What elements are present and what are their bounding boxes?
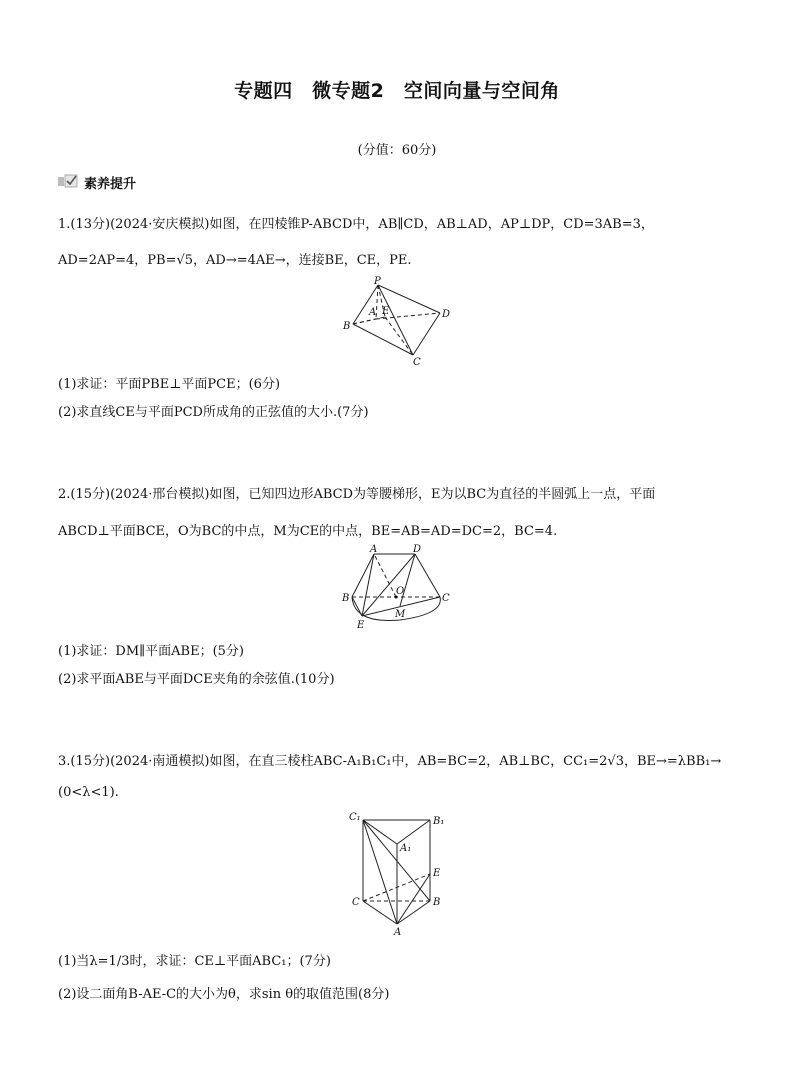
edge-de [362, 554, 415, 616]
problem-3-question-1: (1)当λ=1/3时，求证：CE⊥平面ABC₁；(7分) [58, 954, 331, 969]
label-b1: B₁ [433, 816, 445, 827]
label-e: E [382, 306, 390, 317]
problem-2-line-1: 2.(15分)(2024·邢台模拟)如图，已知四边形ABCD为等腰梯形，E为以BC为直径的半圆弧上一点，平面 [58, 487, 656, 502]
label-a: A [370, 544, 378, 555]
figure-prism [343, 808, 453, 942]
figure-pyramid [340, 275, 455, 371]
edge-ae [362, 554, 374, 616]
page-title: 专题四 微专题2 空间向量与空间角 [234, 80, 560, 102]
edge-ca [363, 901, 397, 924]
problem-1-line-1: 1.(13分)(2024·安庆模拟)如图，在四棱锥P-ABCD中，AB∥CD，AB⊥AD，AP⊥DP，CD=3AB=3， [58, 217, 654, 232]
edge-cd [413, 313, 440, 355]
problem-1-question-2: (2)求直线CE与平面PCD所成角的正弦值的大小.(7分) [58, 405, 369, 420]
problem-3-question-2: (2)设二面角B-AE-C的大小为θ，求sin θ的取值范围(8分) [58, 987, 390, 1002]
problem-3-line-1: 3.(15分)(2024·南通模拟)如图，在直三棱柱ABC-A₁B₁C₁中，AB=BC=2，AB⊥BC，CC₁=2√3，BE→=λBB₁→ [58, 754, 722, 769]
edge-oa [374, 554, 396, 597]
score-info: (分值：60分) [357, 143, 437, 158]
edge-b1a1 [397, 820, 430, 844]
edge-pb [353, 285, 378, 324]
label-p: P [374, 276, 381, 287]
edge-c1a [363, 820, 397, 924]
figure-trapezoid [340, 544, 455, 636]
label-a1: A₁ [400, 843, 412, 854]
problem-2-question-2: (2)求平面ABE与平面DCE夹角的余弦值.(10分) [58, 672, 335, 687]
problem-2-question-1: (1)求证：DM∥平面ABE；(5分) [58, 644, 244, 659]
section-label: 素养提升 [84, 177, 137, 192]
label-a: A [394, 927, 402, 938]
problem-3-line-2: (0<λ<1). [58, 785, 119, 800]
label-d: D [442, 309, 451, 320]
edge-ec [385, 317, 413, 355]
label-c: C [442, 593, 450, 604]
problem-1-question-1: (1)求证：平面PBE⊥平面PCE；(6分) [58, 377, 281, 392]
edge-pc [378, 285, 413, 355]
label-d: D [413, 544, 422, 555]
section-header [58, 173, 136, 192]
edge-dc [415, 554, 440, 597]
label-o: O [396, 586, 405, 597]
problem-2-line-2: ABCD⊥平面BCE，O为BC的中点，M为CE的中点，BE=AB=AD=DC=2，BC=4. [58, 524, 558, 539]
edge-ab [352, 554, 374, 597]
edge-bc [353, 324, 413, 355]
checkmark-icon [58, 174, 78, 192]
label-b: B [342, 593, 350, 604]
label-c: C [413, 357, 421, 367]
edge-pa [376, 285, 378, 319]
label-m: M [395, 609, 406, 620]
edge-ba [397, 901, 430, 924]
label-e: E [357, 620, 365, 631]
edge-be [353, 317, 385, 324]
edge-dm [400, 554, 415, 606]
label-e: E [433, 868, 441, 879]
label-b: B [433, 897, 441, 908]
label-b: B [343, 321, 351, 332]
label-c: C [352, 897, 360, 908]
edge-be [352, 597, 362, 616]
label-c1: C₁ [349, 812, 361, 823]
label-a: A [369, 307, 377, 318]
problem-1-line-2: AD=2AP=4，PB=√5，AD→=4AE→，连接BE，CE，PE. [58, 253, 412, 268]
